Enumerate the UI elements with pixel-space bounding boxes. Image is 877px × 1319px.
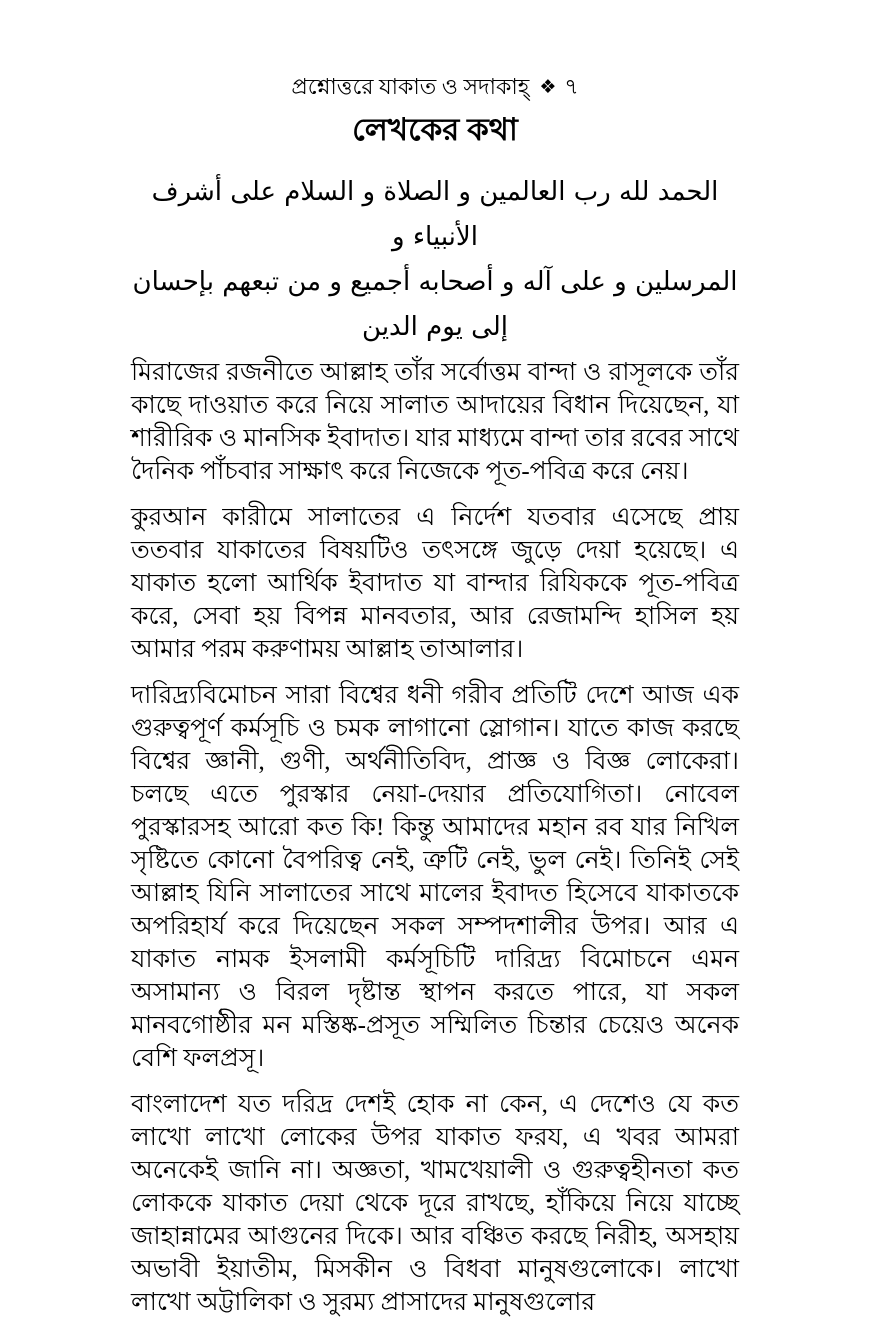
body-paragraph-3: দারিদ্র্যবিমোচন সারা বিশ্বের ধনী গরীব প্রতিটি দেশে আজ এক গুরুত্বপূর্ণ কর্মসূচি ও চমক লাগানো স্লোগান। যাতে কাজ করছে বিশ্বের জ্ঞানী, গুণী, অর্থনীতিবিদ, প্রাজ্ঞ ও বিজ্ঞ লোকেরা। চলছে এতে পুরস্কার নেয়া-দেয়ার প্রতিযোগিতা। নোবেল পুরস্কারসহ আরো কত কি! কিন্তু আমাদের মহান রব যার নিখিল সৃষ্টিতে কোনো বৈপরিত্ব নেই, ত্রুটি নেই, ভুল নেই। তিনিই সেই আল্লাহ যিনি সালাতের সাথে মালের ইবাদত হিসেবে যাকাতকে অপরিহার্য করে দিয়েছেন সকল সম্পদশালীর উপর। আর এ যাকাত নামক ইসলামী কর্মসূচিটি দারিদ্র্য বিমোচনে এমন অসামান্য ও বিরল দৃষ্টান্ত স্থাপন করতে পারে, যা সকল মানবগোষ্ঠীর মন মস্তিষ্ক-প্রসূত সম্মিলিত চিন্তার চেয়েও অনেক বেশি ফলপ্রসূ। xyxy=(131,682,739,1072)
body-paragraph-2: কুরআন কারীমে সালাতের এ নির্দেশ যতবার এসেছে প্রায় ততবার যাকাতের বিষয়টিও তৎসঙ্গে জুড়ে দেয়া হয়েছে। এ যাকাত হলো আর্থিক ইবাদাত যা বান্দার রিযিককে পূত-পবিত্র করে, সেবা হয় বিপন্ন মানবতার, আর রেজামন্দি হাসিল হয় আমার পরম করুণাময় আল্লাহ তাআলার। xyxy=(131,504,739,663)
diamond-separator-icon: ❖ xyxy=(539,76,557,98)
arabic-line-1: الحمد لله رب العالمين و الصلاة و السلام على أشرف الأنبياء و xyxy=(151,177,719,252)
arabic-invocation xyxy=(131,170,739,350)
page-number: ৭ xyxy=(564,74,579,99)
body-paragraph-4: বাংলাদেশ যত দরিদ্র দেশই হোক না কেন, এ দেশেও যে কত লাখো লাখো লোকের উপর যাকাত ফরয, এ খবর আমরা অনেকেই জানি না। অজ্ঞতা, খামখেয়ালী ও গুরুত্বহীনতা কত লোককে যাকাত দেয়া থেকে দূরে রাখছে, হাঁকিয়ে নিয়ে যাচ্ছে জাহান্নামের আগুনের দিকে। আর বঞ্চিত করছে নিরীহ, অসহায় অভাবী ইয়াতীম, মিসকীন ও বিধবা মানুষগুলোকে। লাখো লাখো অট্টালিকা ও সুরম্য প্রাসাদের মানুষগুলোর xyxy=(131,1091,739,1316)
chapter-title: লেখকের কথা xyxy=(352,112,518,147)
running-header xyxy=(131,72,739,102)
arabic-line-2: المرسلين و على آله و أصحابه أجميع و من تبعهم بإحسان إلى يوم الدين xyxy=(132,267,738,342)
running-header-book-title: প্রশ্নোত্তরে যাকাত ও সদাকাহ্ xyxy=(291,74,530,99)
body-text xyxy=(131,356,739,1319)
body-paragraph-1: মিরাজের রজনীতে আল্লাহ তাঁর সর্বোত্তম বান্দা ও রাসূলকে তাঁর কাছে দাওয়াত করে নিয়ে সালাত আদায়ের বিধান দিয়েছেন, যা শারীরিক ও মানসিক ইবাদাত। যার মাধ্যমে বান্দা তার রবের সাথে দৈনিক পাঁচবার সাক্ষাৎ করে নিজেকে পূত-পবিত্র করে নেয়। xyxy=(131,359,739,485)
